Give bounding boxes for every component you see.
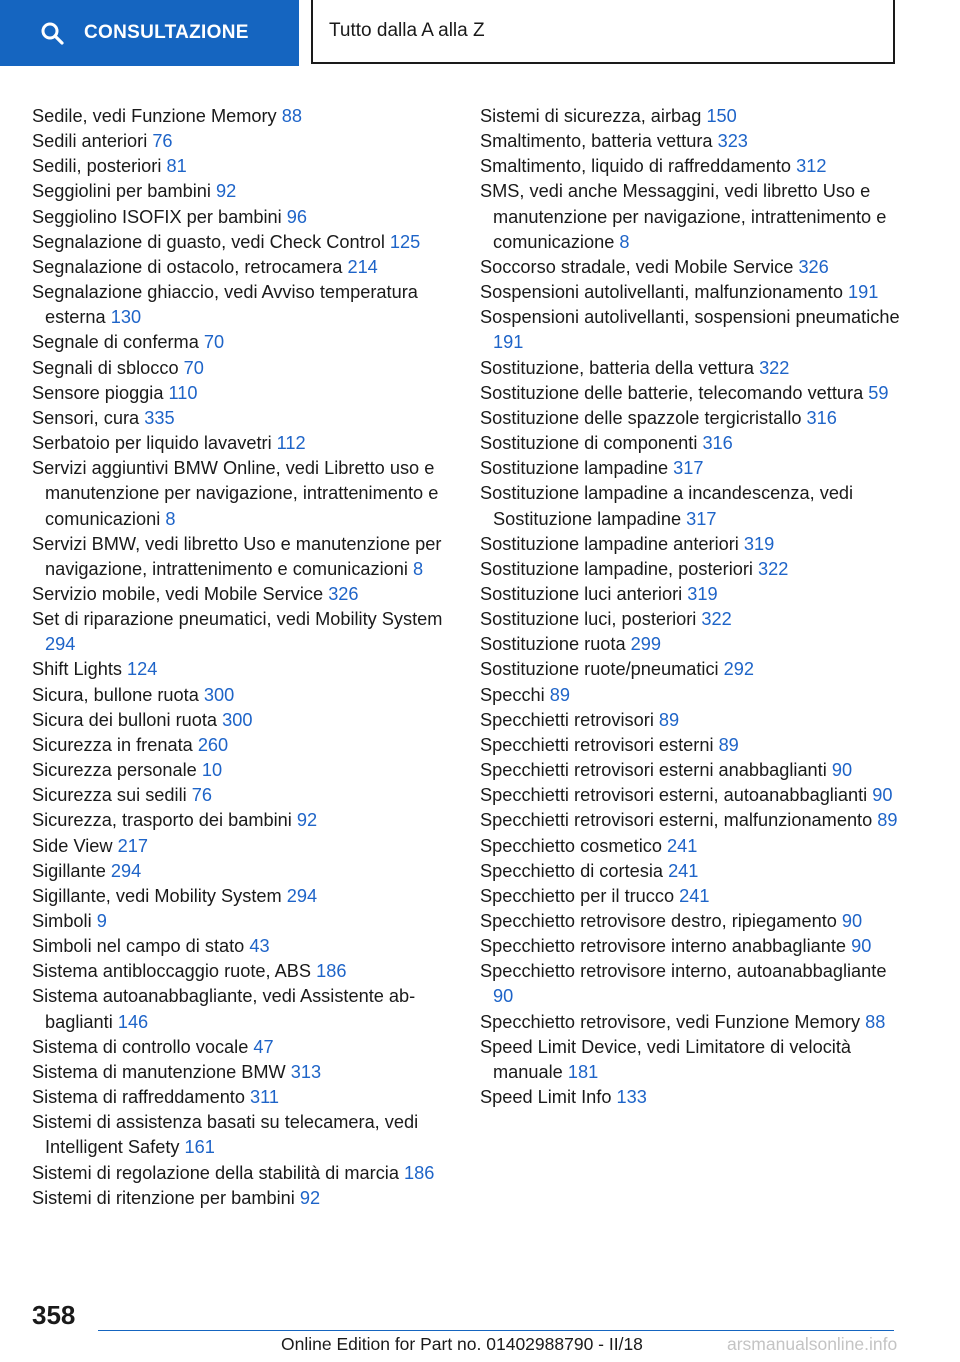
entry-text: Seggiolino ISOFIX per bambini [32, 206, 282, 227]
entry-text: Specchietto cosmetico [480, 835, 662, 856]
page-reference-link[interactable]: 299 [630, 634, 662, 655]
page-reference-link[interactable]: 47 [253, 1036, 274, 1057]
chapter-title: Tutto dalla A alla Z [329, 20, 485, 41]
page-reference-link[interactable]: 335 [144, 407, 175, 428]
index-entry [32, 708, 452, 733]
index-entry [480, 154, 900, 179]
page-reference-link[interactable]: 322 [759, 357, 790, 378]
entry-text: Sostituzione delle spazzole tergicristallo [480, 407, 802, 428]
page-reference-link[interactable]: 43 [249, 936, 270, 957]
entry-text: Specchietti retrovisori esterni, autoanabbaglianti [480, 785, 868, 806]
index-entry [32, 683, 452, 708]
index-entry [480, 255, 900, 280]
index-entry [480, 808, 900, 833]
index-entry [480, 758, 900, 783]
index-entry [480, 934, 900, 959]
entry-text: Sistema di manutenzione BMW [32, 1061, 286, 1082]
entry-text: Sostituzione di componenti [480, 433, 698, 454]
entry-text: Simboli nel campo di stato [32, 936, 245, 957]
entry-text: Speed Limit Device, vedi Limitatore di velocità manuale [480, 1036, 851, 1082]
entry-text: Shift Lights [32, 659, 122, 680]
page-reference-link[interactable]: 300 [222, 709, 253, 730]
index-entry [32, 1060, 452, 1085]
page-reference-link[interactable]: 90 [851, 936, 872, 957]
index-entry [480, 834, 900, 859]
entry-text: Sostituzione luci, posteriori [480, 609, 697, 630]
page-reference-link[interactable]: 186 [316, 961, 347, 982]
page-reference-link[interactable]: 260 [197, 734, 229, 755]
index-entry [32, 1085, 452, 1110]
entry-text: SMS, vedi anche Messaggini, vedi libretto Uso e manutenzione per navigazione, intrattenimento e comunicazione [480, 181, 887, 252]
entry-text: Sostituzione ruota [480, 634, 626, 655]
entry-text: Specchietto retrovisore interno anabbagliante [480, 936, 847, 957]
entry-text: Sostituzione delle batterie, telecomando vettura [480, 382, 864, 403]
index-entry [480, 381, 900, 406]
entry-text: Sigillante [32, 860, 106, 881]
index-entry [32, 884, 452, 909]
page-reference-link[interactable]: 294 [45, 634, 76, 655]
entry-text: Soccorso stradale, vedi Mobile Service [480, 256, 794, 277]
page-reference-link[interactable]: 90 [872, 785, 893, 806]
entry-text: Sospensioni autolivellanti, sospensioni pneumatiche [480, 307, 900, 328]
page-reference-link[interactable]: 96 [286, 206, 308, 227]
page-reference-link[interactable]: 90 [493, 986, 514, 1007]
index-entry [480, 657, 900, 682]
index-entry [32, 808, 452, 833]
entry-text: Sicurezza, trasporto dei bambini [32, 810, 292, 831]
page-reference-link[interactable]: 241 [668, 860, 699, 881]
entry-text: Segnale di conferma [32, 332, 199, 353]
page-reference-link[interactable]: 300 [203, 684, 235, 705]
entry-text: Sistemi di sicurezza, airbag [480, 106, 702, 126]
page-reference-link[interactable]: 317 [686, 508, 717, 529]
entry-text: Seggiolini per bambini [32, 181, 211, 202]
page-reference-link[interactable]: 292 [723, 659, 755, 680]
page-reference-link[interactable]: 317 [673, 458, 704, 479]
entry-text: Serbatoio per liquido lavavetri [32, 433, 272, 454]
page-reference-link[interactable]: 241 [679, 885, 710, 906]
index-entry [32, 733, 452, 758]
index-entry [480, 481, 900, 531]
index-entry [32, 657, 452, 682]
index-entry [480, 733, 900, 758]
watermark: arsmanualsonline.info [727, 1334, 898, 1354]
page-reference-link[interactable]: 161 [184, 1137, 215, 1158]
entry-text: Sostituzione luci anteriori [480, 583, 683, 604]
index-column-right [480, 104, 900, 1110]
index-entry [480, 783, 900, 808]
index-entry [480, 129, 900, 154]
entry-text: Sicura, bullone ruota [32, 684, 199, 705]
index-entry [32, 984, 452, 1034]
page-reference-link[interactable]: 125 [389, 231, 421, 252]
page-reference-link[interactable]: 326 [328, 583, 359, 604]
index-entry [480, 1010, 900, 1035]
page-reference-link[interactable]: 191 [493, 332, 524, 353]
entry-text: Speed Limit Info [480, 1087, 612, 1108]
footer-divider [98, 1330, 894, 1331]
entry-text: Specchietto per il trucco [480, 885, 675, 906]
index-entry [32, 758, 452, 783]
index-entry [32, 532, 452, 582]
entry-text: Simboli [32, 911, 92, 931]
index-entry [32, 934, 452, 959]
entry-text: Specchietto retrovisore destro, ripiegamento [480, 911, 837, 931]
entry-text: Sistemi di regolazione della stabilità di marcia [32, 1162, 399, 1183]
page-reference-link[interactable]: 88 [281, 106, 302, 126]
page-reference-link[interactable]: 70 [183, 357, 204, 378]
entry-text: Sistemi di ritenzione per bambini [32, 1187, 295, 1208]
entry-text: Sedile, vedi Funzione Memory [32, 106, 277, 126]
index-entry [32, 330, 452, 355]
index-entry [480, 959, 900, 1009]
page-reference-link[interactable]: 8 [165, 508, 176, 529]
page-reference-link[interactable]: 89 [718, 734, 739, 755]
page-reference-link[interactable]: 319 [743, 533, 775, 554]
page-reference-link[interactable]: 326 [798, 256, 829, 277]
entry-text: Specchietto di cortesia [480, 860, 663, 881]
page-reference-link[interactable]: 59 [868, 382, 889, 403]
entry-text: Sostituzione, batteria della vettura [480, 357, 754, 378]
page-reference-link[interactable]: 8 [413, 558, 424, 579]
entry-text: Specchietti retrovisori esterni anabbaglianti [480, 760, 827, 781]
entry-text: Sistema di raffreddamento [32, 1087, 245, 1108]
search-icon [40, 21, 64, 45]
entry-text: Specchi [480, 684, 545, 705]
index-entry [32, 783, 452, 808]
index-entry [480, 683, 900, 708]
page-reference-link[interactable]: 316 [806, 407, 837, 428]
page-reference-link[interactable]: 191 [848, 282, 879, 303]
page-reference-link[interactable]: 214 [347, 256, 378, 277]
page-reference-link[interactable]: 81 [166, 156, 187, 177]
entry-text: Set di riparazione pneumatici, vedi Mobility System [32, 609, 443, 630]
entry-text: Sicurezza sui sedili [32, 785, 187, 806]
entry-text: Sicurezza personale [32, 760, 197, 781]
index-entry [480, 1035, 900, 1085]
page-header [0, 0, 960, 66]
page-reference-link[interactable]: 70 [203, 332, 225, 353]
page-reference-link[interactable]: 90 [831, 760, 853, 781]
page-reference-link[interactable]: 181 [567, 1061, 599, 1082]
index-entry [32, 1035, 452, 1060]
index-entry [480, 1085, 900, 1110]
entry-text: Segnalazione di ostacolo, retrocamera [32, 256, 343, 277]
page-reference-link[interactable]: 89 [877, 810, 898, 831]
entry-text: Servizi aggiuntivi BMW Online, vedi Libretto uso e manutenzione per navigazione, intrattenimento e comunicazioni [32, 458, 439, 529]
index-entry [32, 104, 452, 129]
page-reference-link[interactable]: 319 [687, 583, 718, 604]
edition-info: Online Edition for Part no. 01402988790 - II/18 [281, 1334, 643, 1354]
entry-text: Sensori, cura [32, 407, 140, 428]
page-reference-link[interactable]: 322 [758, 558, 789, 579]
index-entry [32, 230, 452, 255]
index-entry [32, 909, 452, 934]
entry-text: Sedili anteriori [32, 131, 148, 152]
entry-text: Sicurezza in frenata [32, 734, 193, 755]
page-reference-link[interactable]: 294 [286, 885, 318, 906]
page-reference-link[interactable]: 124 [127, 659, 158, 680]
index-entry [32, 179, 452, 204]
page-reference-link[interactable]: 294 [110, 860, 142, 881]
page-reference-link[interactable]: 89 [658, 709, 680, 730]
index-entry [32, 1161, 452, 1186]
entry-text: Side View [32, 835, 113, 856]
index-entry [480, 532, 900, 557]
index-entry [32, 255, 452, 280]
index-entry [32, 834, 452, 859]
entry-text: Sicura dei bulloni ruota [32, 709, 218, 730]
entry-text: Sedili, posteriori [32, 156, 162, 177]
index-entry [32, 959, 452, 984]
chapter-title-tab [311, 0, 895, 64]
index-entry [32, 356, 452, 381]
index-entry [32, 406, 452, 431]
entry-text: Sostituzione ruote/pneumatici [480, 659, 719, 680]
page-reference-link[interactable]: 8 [619, 231, 630, 252]
page-reference-link[interactable]: 312 [796, 156, 827, 177]
index-entry [480, 406, 900, 431]
page-number: 358 [32, 1300, 76, 1330]
index-entry [32, 456, 452, 531]
page-reference-link[interactable]: 92 [296, 810, 318, 831]
index-entry [32, 582, 452, 607]
index-entry [480, 582, 900, 607]
entry-text: Sostituzione lampadine a incandescenza, vedi Sostituzione lampadine [480, 483, 854, 529]
page-reference-link[interactable]: 313 [290, 1061, 322, 1082]
index-entry [32, 1186, 452, 1211]
page-reference-link[interactable]: 92 [299, 1187, 321, 1208]
index-entry [480, 431, 900, 456]
page-reference-link[interactable]: 311 [250, 1087, 280, 1108]
page-reference-link[interactable]: 110 [168, 382, 198, 403]
page-reference-link[interactable]: 90 [841, 911, 863, 931]
entry-text: Sistema di controllo vocale [32, 1036, 249, 1057]
entry-text: Sostituzione lampadine, posteriori [480, 558, 753, 579]
index-entry [32, 381, 452, 406]
index-entry [480, 179, 900, 254]
index-entry [480, 909, 900, 934]
index-entry [32, 607, 452, 657]
index-entry [480, 632, 900, 657]
page-reference-link[interactable]: 323 [717, 131, 748, 152]
index-entry [32, 205, 452, 230]
index-entry [480, 557, 900, 582]
entry-text: Sensore pioggia [32, 382, 164, 403]
entry-text: Smaltimento, batteria vettura [480, 131, 713, 152]
index-entry [32, 1110, 452, 1160]
index-entry [480, 859, 900, 884]
page-reference-link[interactable]: 130 [110, 307, 142, 328]
entry-text: Servizio mobile, vedi Mobile Service [32, 583, 324, 604]
page-reference-link[interactable]: 92 [216, 181, 237, 202]
index-entry [480, 456, 900, 481]
entry-text: Specchietto retrovisore interno, autoanabbagliante [480, 961, 887, 982]
page-reference-link[interactable]: 89 [549, 684, 571, 705]
page-reference-link[interactable]: 322 [701, 609, 732, 630]
section-tab-consultazione[interactable] [0, 0, 299, 66]
index-entry [32, 431, 452, 456]
entry-text: Sistemi di assistenza basati su telecamera, vedi Intelligent Safety [32, 1112, 419, 1158]
index-entry [480, 305, 900, 355]
page-reference-link[interactable]: 88 [865, 1011, 886, 1032]
entry-text: Sigillante, vedi Mobility System [32, 885, 282, 906]
index-entry [480, 356, 900, 381]
entry-text: Specchietto retrovisore, vedi Funzione Memory [480, 1011, 861, 1032]
page-reference-link[interactable]: 76 [191, 785, 212, 806]
section-label: CONSULTAZIONE [84, 22, 249, 43]
entry-text: Specchietti retrovisori esterni, malfunzionamento [480, 810, 873, 831]
entry-text: Sostituzione lampadine [480, 458, 669, 479]
entry-text: Segnali di sblocco [32, 357, 179, 378]
entry-text: Smaltimento, liquido di raffreddamento [480, 156, 792, 177]
entry-text: Specchietti retrovisori [480, 709, 654, 730]
index-entry [32, 129, 452, 154]
page-reference-link[interactable]: 316 [702, 433, 733, 454]
index-entry [480, 708, 900, 733]
index-entry [32, 859, 452, 884]
index-entry [480, 884, 900, 909]
index-entry [32, 280, 452, 330]
index-entry [480, 104, 900, 129]
index-entry [480, 607, 900, 632]
entry-text: Segnalazione ghiaccio, vedi Avviso temperatura esterna [32, 282, 418, 328]
page-reference-link[interactable]: 10 [201, 760, 223, 781]
page-reference-link[interactable]: 217 [117, 835, 148, 856]
index-entry [480, 280, 900, 305]
entry-text: Sospensioni autolivellanti, malfunzionamento [480, 282, 843, 303]
page-reference-link[interactable]: 186 [404, 1162, 435, 1183]
entry-text: Segnalazione di guasto, vedi Check Control [32, 231, 385, 252]
page-reference-link[interactable]: 9 [96, 911, 107, 931]
entry-text: Sostituzione lampadine anteriori [480, 533, 739, 554]
entry-text: Specchietti retrovisori esterni [480, 734, 714, 755]
index-column-left [32, 104, 452, 1211]
page-reference-link[interactable]: 112 [276, 433, 306, 454]
entry-text: Sistema autoanabbagliante, vedi Assistente abbaglianti [32, 986, 416, 1032]
page-reference-link[interactable]: 133 [616, 1087, 647, 1108]
page-reference-link[interactable]: 76 [152, 131, 173, 152]
page-reference-link[interactable]: 146 [117, 1011, 149, 1032]
entry-text: Servizi BMW, vedi libretto Uso e manutenzione per navigazione, intrattenimento e comunicazioni [32, 533, 442, 579]
index-entry [32, 154, 452, 179]
page-reference-link[interactable]: 241 [667, 835, 698, 856]
page-reference-link[interactable]: 150 [706, 106, 737, 126]
entry-text: Sistema antibloccaggio ruote, ABS [32, 961, 312, 982]
